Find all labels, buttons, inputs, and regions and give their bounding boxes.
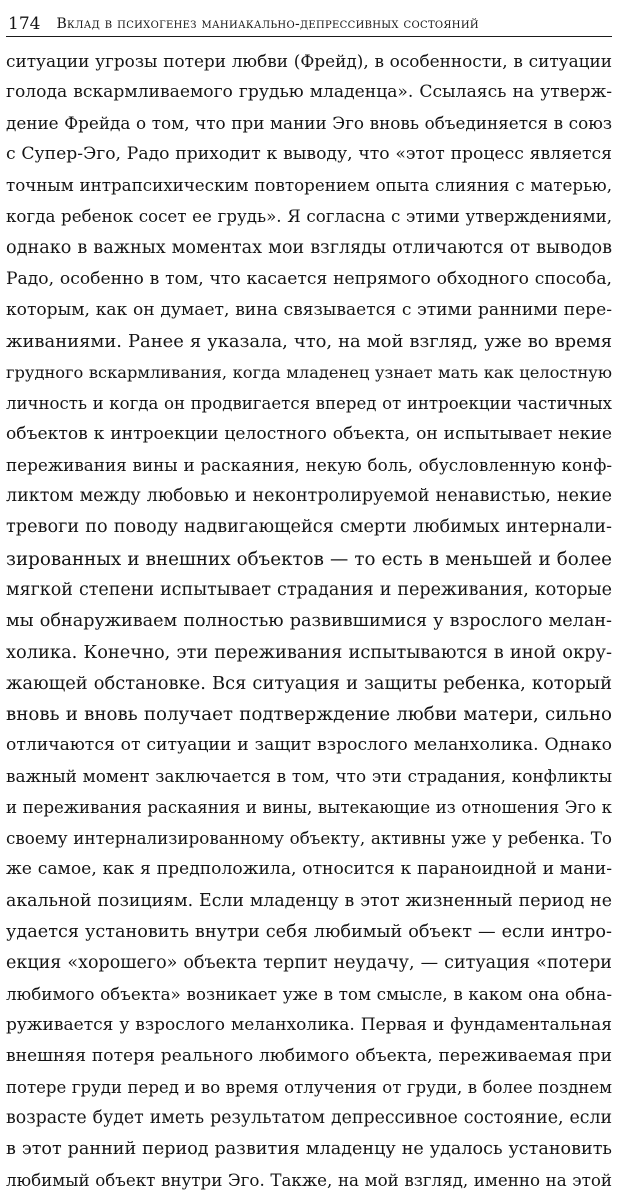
- body-text: [6, 46, 612, 1196]
- text-line: же самое, как я предположила, относится к параноидной и мани-: [6, 859, 612, 880]
- text-line: своему интернализированному объекту, активны уже у ребенка. То: [6, 828, 612, 849]
- text-line: в этот ранний период развития младенцу не удалось установить: [6, 1139, 612, 1160]
- running-head: [6, 6, 612, 37]
- text-line: личность и когда он продвигается вперед от интроекции частичных: [6, 394, 612, 414]
- text-line: мягкой степени испытывает страдания и переживания, которые: [6, 579, 612, 600]
- text-line: тревоги по поводу надвигающейся смерти любимых интернали-: [6, 517, 612, 538]
- text-line: зированных и внешних объектов — то есть в меньшей и более: [6, 548, 612, 570]
- text-line: любимый объект внутри Эго. Также, на мой взгляд, именно на этой: [6, 1171, 612, 1191]
- page-number: 174: [8, 14, 41, 34]
- text-line: ликтом между любовью и неконтролируемой ненавистью, некие: [6, 486, 612, 507]
- text-line: мы обнаруживаем полностью развившимися у взрослого мелан-: [6, 610, 612, 631]
- text-line: холика. Конечно, эти переживания испытываются в иной окру-: [6, 641, 612, 663]
- text-line: вновь и вновь получает подтверждение любви матери, сильно: [6, 703, 612, 725]
- text-line: потере груди перед и во время отлучения от груди, в более позднем: [6, 1078, 612, 1098]
- text-line: ситуации угрозы потери любви (Фрейд), в особенности, в ситуации: [6, 51, 612, 71]
- text-line: жающей обстановке. Вся ситуация и защиты ребенка, который: [6, 672, 612, 694]
- text-line: объектов к интроекции целостного объекта, он испытывает некие: [6, 424, 612, 445]
- text-line: любимого объекта» возникает уже в том смысле, в каком она обна-: [6, 983, 612, 1004]
- text-line: важный момент заключается в том, что эти страдания, конфликты: [6, 766, 612, 787]
- running-title: Вклад в психогенез маниакально-депрессивных состояний: [56, 16, 479, 32]
- text-line: переживания вины и раскаяния, некую боль, обусловленную конф-: [6, 455, 612, 476]
- text-line: точным интрапсихическим повторением опыта слияния с матерью,: [6, 176, 612, 196]
- text-line: удается установить внутри себя любимый объект — если интро-: [6, 921, 612, 942]
- text-line: когда ребенок сосет ее грудь». Я согласна с этими утверждениями,: [6, 207, 612, 227]
- text-line: и переживания раскаяния и вины, вытекающие из отношения Эго к: [6, 798, 612, 818]
- text-line: которым, как он думает, вина связывается с этими ранними пере-: [6, 299, 612, 320]
- text-line: Радо, особенно в том, что касается непрямого обходного способа,: [6, 268, 612, 289]
- text-line: голода вскармливаемого грудью младенца». Ссылаясь на утверж-: [6, 82, 612, 103]
- text-line: дение Фрейда о том, что при мании Эго вновь объединяется в союз: [6, 113, 612, 134]
- text-line: возрасте будет иметь результатом депрессивное состояние, если: [6, 1108, 612, 1129]
- text-line: отличаются от ситуации и защит взрослого меланхолика. Однако: [6, 735, 612, 756]
- text-line: однако в важных моментах мои взгляды отличаются от выводов: [6, 237, 612, 258]
- text-line: руживается у взрослого меланхолика. Первая и фундаментальная: [6, 1014, 612, 1035]
- text-line: с Супер-Эго, Радо приходит к выводу, что «этот процесс является: [6, 144, 612, 165]
- text-line: внешняя потеря реального любимого объекта, переживаемая при: [6, 1046, 612, 1066]
- text-line: акальной позициям. Если младенцу в этот жизненный период не: [6, 890, 612, 911]
- text-line: живаниями. Ранее я указала, что, на мой взгляд, уже во время: [6, 330, 612, 352]
- text-line: грудного вскармливания, когда младенец узнает мать как целостную: [6, 362, 612, 382]
- text-line: екция «хорошего» объекта терпит неудачу, — ситуация «потери: [6, 952, 612, 973]
